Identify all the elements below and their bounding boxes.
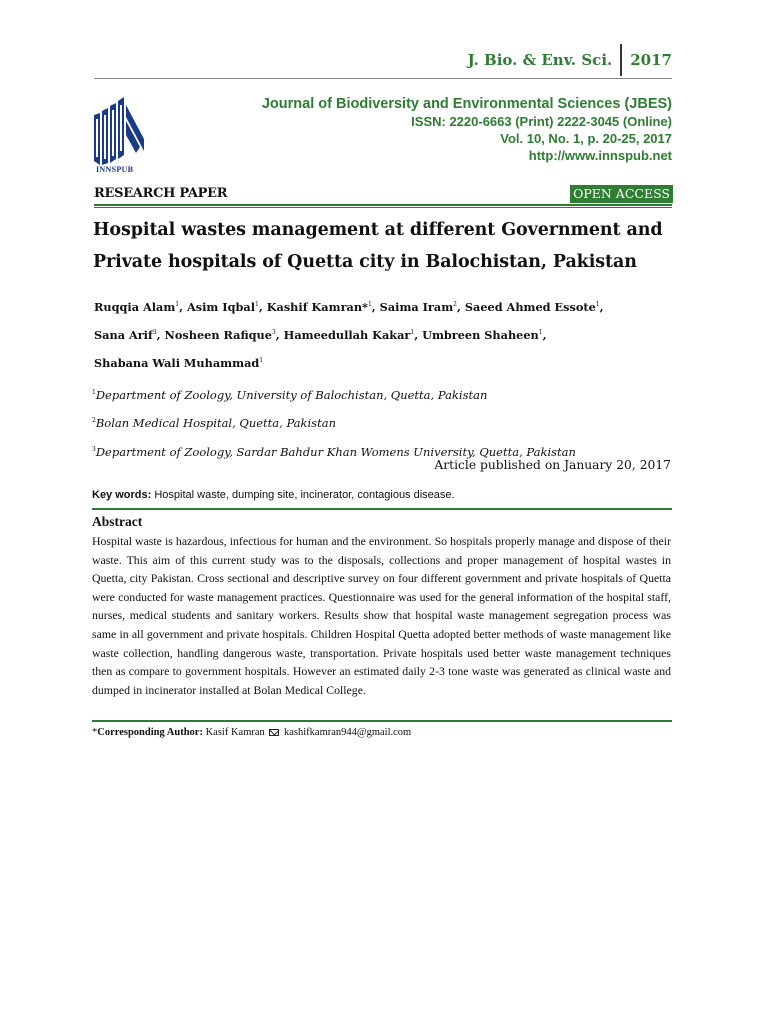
author-affil-mark: 1 (410, 328, 415, 336)
author-name: Kashif Kamran* (266, 299, 368, 314)
envelope-icon (269, 729, 279, 736)
article-type-rule-thin (94, 207, 672, 208)
paper-title-line1: Hospital wastes management at different Government and (93, 220, 663, 240)
author-affil-mark: 2 (453, 301, 457, 308)
keywords-text: Hospital waste, dumping site, incinerator, contagious disease. (154, 489, 455, 501)
abstract-body: Hospital waste is hazardous, infectious for human and the environment. So hospitals properly manage and dispose of their waste. This aim of this current study was to the disposals, collections and proper management of hospital wastes in Quetta, city Pakistan. Cross sectional and descriptive survey on four different government and private hospitals of Quetta were conducted for waste management practices. Questionnaire was used for the general information of the hospital staff, nurses, medical students and sanitary workers. Results show that hospital waste management segregation process was same in all government and private hospitals. Children Hospital Quetta adopted better methods of waste management like waste collection, handling dangerous waste, transportation. Private hospitals used better waste management techniques then as compare to government hospitals. However an estimated daily 2-3 tone waste was generated as clinical waste and dumped in incinerator installed at Bolan Medical College. (92, 534, 671, 697)
author-name: Umbreen Shaheen (422, 327, 539, 342)
abstract-rule (92, 720, 672, 722)
affiliation-text: Department of Zoology, University of Balochistan, Quetta, Pakistan (95, 387, 488, 402)
affiliation-list (92, 380, 576, 465)
innspub-logo-icon (92, 95, 148, 169)
affiliation-text: Department of Zoology, Sardar Bahdur Khan Womens University, Quetta, Pakistan (95, 444, 576, 459)
author-name: Saeed Ahmed Essote (464, 299, 596, 314)
author-affil-mark: 1 (175, 301, 180, 308)
author-affil-mark: 1 (595, 301, 600, 308)
publisher-name: INNSPUB (96, 165, 134, 174)
running-header-journal: J. Bio. & Env. Sci. (467, 51, 613, 69)
open-access-badge: OPEN ACCESS (570, 185, 673, 203)
author-line-2: Sana Arif$^3$, Nosheen Rafique$^3$, Hameedullah Kakar$^1$, Umbreen Shaheen$^1$, (94, 327, 547, 342)
author-affil-mark: 1 (538, 328, 543, 336)
author-name: Ruqqia Alam (94, 299, 176, 314)
paper-title-line2: Private hospitals of Quetta city in Balochistan, Pakistan (93, 252, 637, 272)
corresponding-name: Kasif Kamran (205, 727, 265, 738)
author-affil-mark: 1 (254, 301, 259, 308)
author-line-1: Ruqqia Alam$^1$, Asim Iqbal$^1$, Kashif Kamran*$^1$, Saima Iram$^2$, Saeed Ahmed Essote$^1$, (94, 299, 604, 314)
author-line-3 (94, 348, 654, 376)
corresponding-email[interactable]: kashifkamran944@gmail.com (284, 727, 412, 738)
keywords-rule (92, 508, 672, 510)
keywords-label: Key words: (92, 489, 152, 501)
header-rule (94, 78, 672, 79)
corresponding-author (92, 727, 411, 738)
affiliation-number: 3 (92, 445, 96, 453)
corresponding-label: Corresponding Author: (97, 727, 203, 738)
author-name: Saima Iram (379, 299, 454, 314)
article-type: RESEARCH PAPER (94, 186, 228, 201)
author-list (94, 292, 654, 375)
affiliation-number: 2 (92, 417, 96, 425)
journal-volume: Vol. 10, No. 1, p. 20-25, 2017 (500, 131, 672, 146)
author-affil-mark: 3 (152, 328, 157, 336)
author-name: Nosheen Rafique (164, 327, 272, 342)
journal-issn: ISSN: 2220-6663 (Print) 2222-3045 (Online) (411, 114, 672, 129)
affiliation-number: 1 (92, 389, 96, 396)
article-type-rule (94, 204, 672, 206)
author-name: Asim Iqbal (186, 299, 255, 314)
author-name: Sana Arif (94, 327, 153, 342)
paper-title (93, 214, 671, 278)
publication-date: Article published on January 20, 2017 (434, 458, 671, 472)
affiliation-text: Bolan Medical Hospital, Quetta, Pakistan (95, 416, 336, 431)
author-affil-mark: 1 (259, 356, 264, 364)
journal-title: Journal of Biodiversity and Environmental Sciences (JBES) (261, 96, 672, 112)
running-header (468, 44, 672, 76)
affiliation-item (92, 380, 576, 408)
affiliation-item (92, 408, 576, 436)
journal-info (262, 96, 672, 164)
author-name: Shabana Wali Muhammad (94, 355, 260, 370)
corresponding-marker: * (92, 727, 98, 738)
running-header-year: 2017 (630, 51, 672, 69)
journal-url[interactable]: http://www.innspub.net (528, 148, 672, 163)
abstract-heading: Abstract (92, 514, 143, 529)
author-affil-mark: 1 (367, 301, 372, 308)
author-name: Hameedullah Kakar (283, 327, 411, 342)
keywords (92, 489, 455, 501)
author-affil-mark: 3 (271, 328, 276, 336)
